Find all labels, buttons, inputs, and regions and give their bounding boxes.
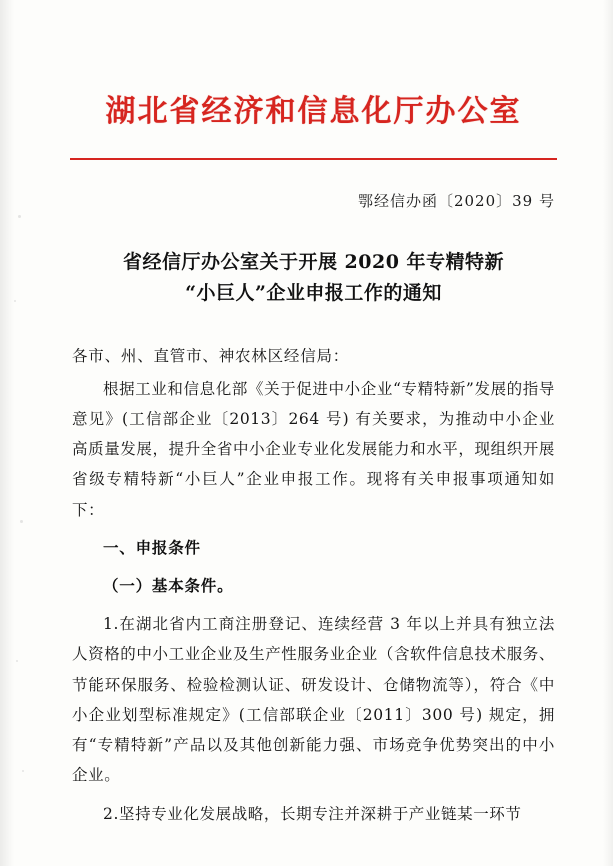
page-title-line-2: “小巨人”企业申报工作的通知	[185, 282, 442, 305]
list-item-2: 2.坚持专业化发展战略，长期专注并深耕于产业链某一环节	[103, 804, 522, 823]
page-title	[72, 247, 555, 310]
body-paragraph-1: 根据工业和信息化部《关于促进中小企业“专精特新”发展的指导意见》(工信部企业〔2013〕264 号) 有关要求，为推动中小企业高质量发展，提升全省中小企业专业化发展能力和水平，现组织开展省级专精特新“小巨人”企业申报工作。现将有关申报事项通知如下：	[72, 379, 556, 519]
masthead-title: 湖北省经济和信息化厅办公室	[105, 94, 522, 129]
page-title-line-1: 省经信厅办公室关于开展 2020 年专精特新	[122, 251, 505, 273]
salutation: 各市、州、直管市、神农林区经信局：	[72, 346, 350, 365]
document-number: 鄂经信办函〔2020〕39 号	[357, 192, 555, 210]
subsection-heading: （一）基本条件。	[103, 576, 234, 595]
red-divider-rule	[70, 158, 557, 160]
document-content	[72, 0, 555, 866]
section-heading: 一、申报条件	[103, 537, 201, 557]
list-item-1: 1.在湖北省内工商注册登记、连续经营 3 年以上并具有独立法人资格的中小工业企业及生产性服务业企业（含软件信息技术服务、节能环保服务、检验检测认证、研发设计、仓储物流等），符合《中小企业划型标准规定》(工信部联企业〔2011〕300 号) 规定，拥有“专精特新”产品以及其他创新能力强、市场竞争优势突出的中小企业。	[72, 615, 556, 785]
